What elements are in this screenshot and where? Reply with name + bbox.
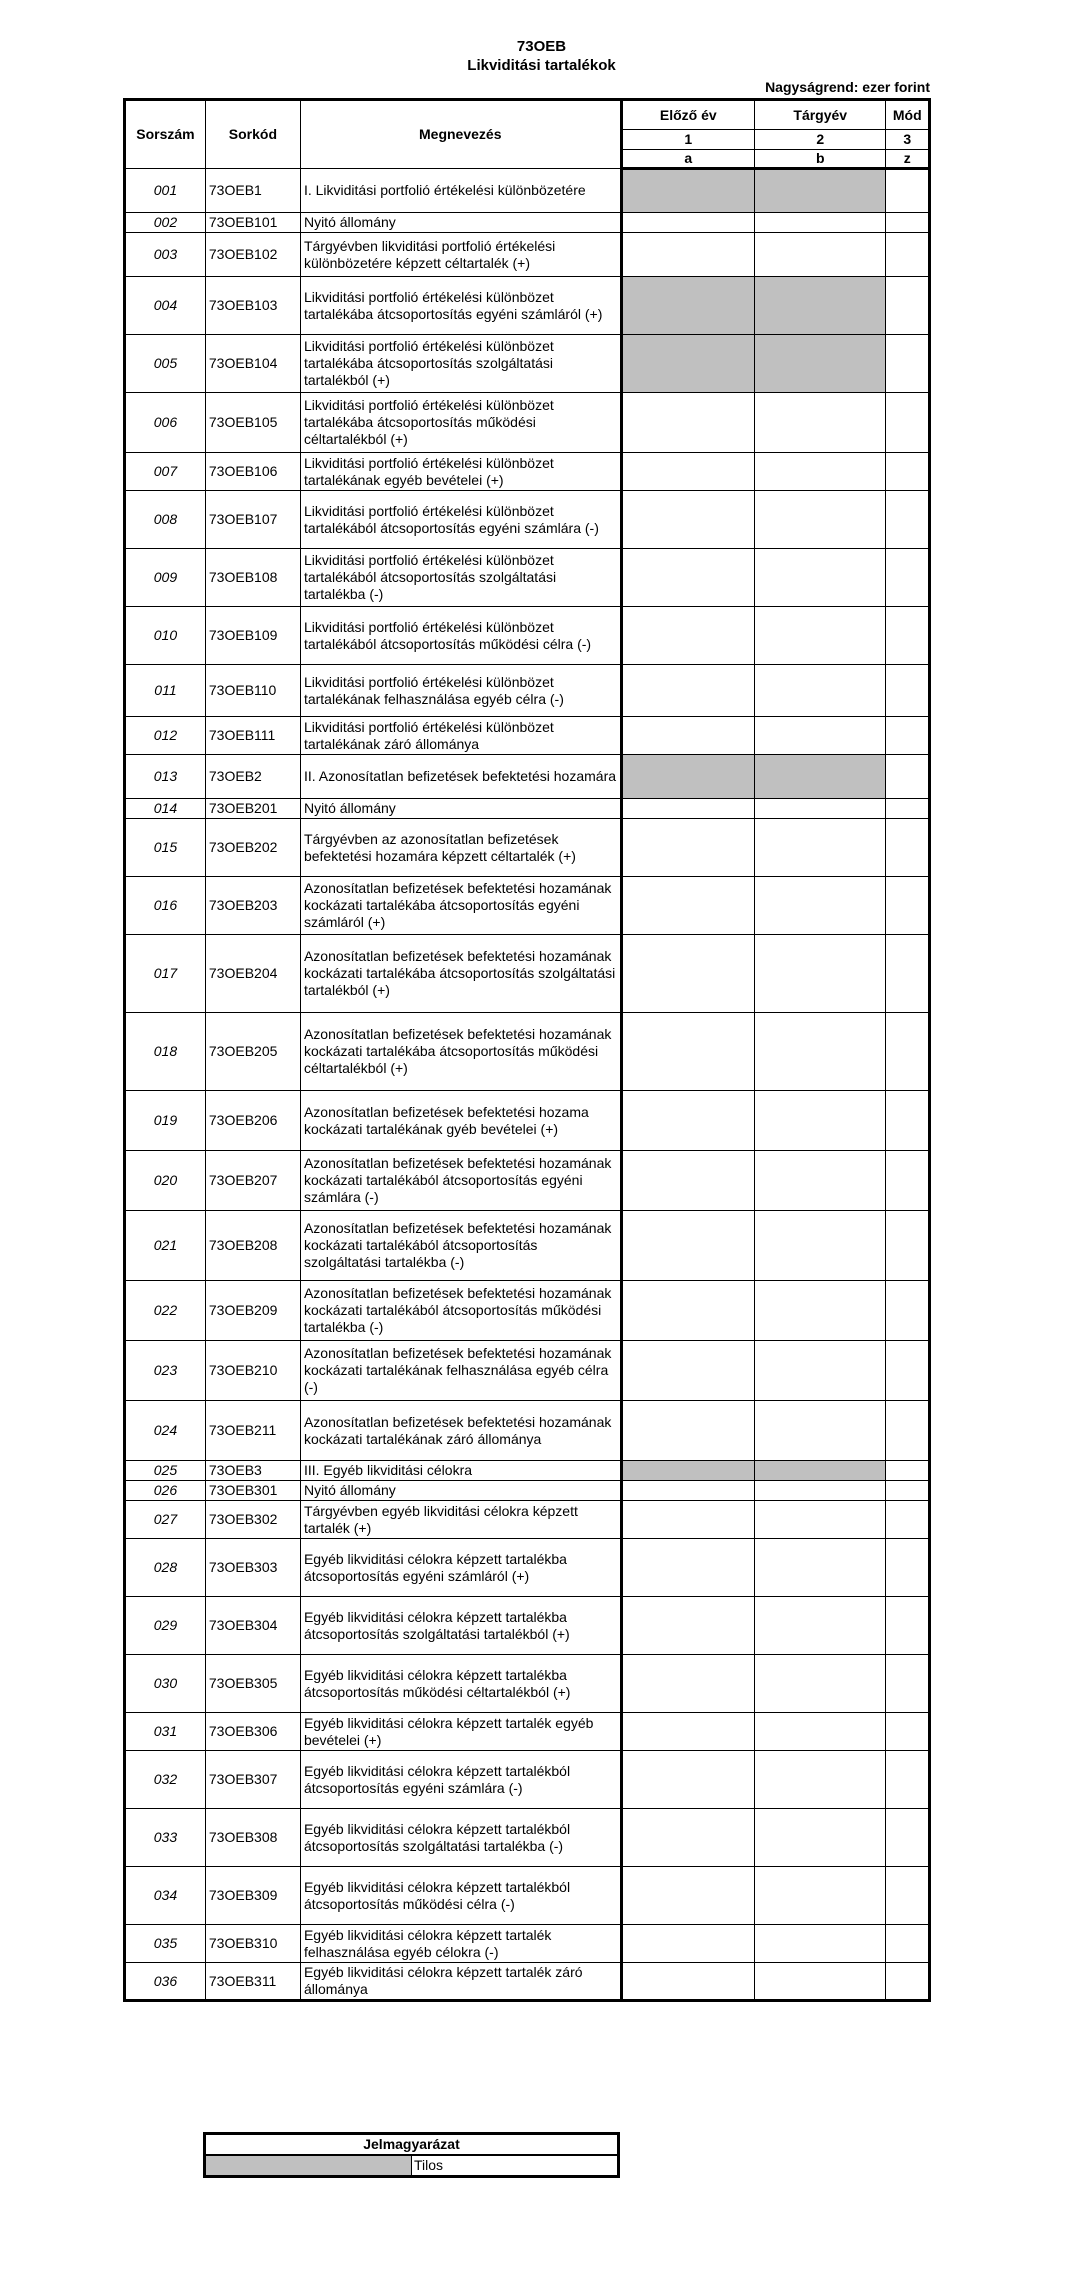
row-sorszam: 016: [125, 877, 206, 935]
row-sorszam: 019: [125, 1091, 206, 1151]
value-cell-targyev[interactable]: [755, 1481, 886, 1501]
value-cell-elozo-ev[interactable]: [621, 1013, 754, 1091]
row-sorszam: 002: [125, 213, 206, 233]
value-cell-mod: [886, 1925, 930, 1963]
table-row: [125, 453, 930, 491]
value-cell-targyev[interactable]: [755, 799, 886, 819]
table-row: [125, 665, 930, 717]
value-cell-elozo-ev[interactable]: [621, 717, 754, 755]
row-sorszam: 006: [125, 393, 206, 453]
value-cell-elozo-ev[interactable]: [621, 1091, 754, 1151]
value-cell-mod: [886, 1281, 930, 1341]
table-row: [125, 1713, 930, 1751]
value-cell-mod: [886, 819, 930, 877]
value-cell-elozo-ev[interactable]: [621, 233, 754, 277]
row-megnevezes: Tárgyévben likviditási portfolió értékelési különbözetére képzett céltartalék (+): [300, 233, 621, 277]
value-cell-mod: [886, 1751, 930, 1809]
header-sorkod: Sorkód: [205, 100, 300, 169]
header-sorszam: Sorszám: [125, 100, 206, 169]
table-row: [125, 819, 930, 877]
value-cell-elozo-ev[interactable]: [621, 1211, 754, 1281]
table-row: [125, 1211, 930, 1281]
value-cell-mod: [886, 755, 930, 799]
row-sorkod: 73OEB105: [205, 393, 300, 453]
row-megnevezes: Likviditási portfolió értékelési különbözet tartalékából átcsoportosítás működési célra (-): [300, 607, 621, 665]
table-row: [125, 607, 930, 665]
row-sorkod: 73OEB209: [205, 1281, 300, 1341]
value-cell-mod: [886, 393, 930, 453]
value-cell-mod: [886, 1655, 930, 1713]
row-megnevezes: Egyéb likviditási célokra képzett tartalékból átcsoportosítás szolgáltatási tartalékba (-): [300, 1809, 621, 1867]
row-megnevezes: Azonosítatlan befizetések befektetési hozamának kockázati tartalékába átcsoportosítás egyéni számláról (+): [300, 877, 621, 935]
value-cell-targyev[interactable]: [755, 1963, 886, 2001]
value-cell-mod: [886, 1597, 930, 1655]
row-sorkod: 73OEB106: [205, 453, 300, 491]
value-cell-targyev[interactable]: [755, 1655, 886, 1713]
value-cell-elozo-ev[interactable]: [621, 213, 754, 233]
report-code: 73OEB: [516, 38, 567, 55]
table-row: [125, 1341, 930, 1401]
row-sorszam: 008: [125, 491, 206, 549]
row-sorszam: 004: [125, 277, 206, 335]
row-sorszam: 034: [125, 1867, 206, 1925]
row-megnevezes: III. Egyéb likviditási célokra: [300, 1461, 621, 1481]
value-cell-targyev[interactable]: [755, 1867, 886, 1925]
value-cell-targyev[interactable]: [755, 1597, 886, 1655]
value-cell-elozo-ev[interactable]: [621, 1481, 754, 1501]
legend-tilos-label: Tilos: [412, 2155, 619, 2177]
row-megnevezes: Nyitó állomány: [300, 213, 621, 233]
row-megnevezes: Likviditási portfolió értékelési különbözet tartalékának záró állománya: [300, 717, 621, 755]
value-cell-mod: [886, 799, 930, 819]
row-megnevezes: Azonosítatlan befizetések befektetési hozamának kockázati tartalékából átcsoportosítás egyéni számlára (-): [300, 1151, 621, 1211]
row-sorszam: 013: [125, 755, 206, 799]
value-cell-elozo-ev[interactable]: [621, 491, 754, 549]
value-cell-mod: [886, 169, 930, 213]
value-cell-mod: [886, 1151, 930, 1211]
value-cell-elozo-ev[interactable]: [621, 1809, 754, 1867]
row-megnevezes: Egyéb likviditási célokra képzett tartalékból átcsoportosítás működési célra (-): [300, 1867, 621, 1925]
row-sorszam: 012: [125, 717, 206, 755]
row-sorkod: 73OEB103: [205, 277, 300, 335]
row-sorkod: 73OEB109: [205, 607, 300, 665]
row-sorszam: 023: [125, 1341, 206, 1401]
table-row: [125, 1867, 930, 1925]
row-megnevezes: Azonosítatlan befizetések befektetési hozamának kockázati tartalékának záró állománya: [300, 1401, 621, 1461]
row-sorszam: 036: [125, 1963, 206, 2001]
table-row: [125, 1597, 930, 1655]
value-cell-targyev[interactable]: [755, 1925, 886, 1963]
table-row: [125, 1751, 930, 1809]
table-row: [125, 1461, 930, 1481]
value-cell-mod: [886, 453, 930, 491]
row-megnevezes: Tárgyévben egyéb likviditási célokra képzett tartalék (+): [300, 1501, 621, 1539]
value-cell-elozo-ev[interactable]: [621, 799, 754, 819]
value-cell-mod: [886, 1713, 930, 1751]
value-cell-targyev: [755, 277, 886, 335]
row-sorszam: 003: [125, 233, 206, 277]
row-sorszam: 024: [125, 1401, 206, 1461]
value-cell-elozo-ev[interactable]: [621, 665, 754, 717]
row-megnevezes: Egyéb likviditási célokra képzett tartalék egyéb bevételei (+): [300, 1713, 621, 1751]
value-cell-elozo-ev[interactable]: [621, 607, 754, 665]
row-sorszam: 001: [125, 169, 206, 213]
value-cell-targyev[interactable]: [755, 1211, 886, 1281]
value-cell-mod: [886, 1809, 930, 1867]
table-row: [125, 335, 930, 393]
row-megnevezes: II. Azonosítatlan befizetések befektetési hozamára: [300, 755, 621, 799]
row-megnevezes: Nyitó állomány: [300, 799, 621, 819]
row-sorkod: 73OEB101: [205, 213, 300, 233]
value-cell-elozo-ev[interactable]: [621, 549, 754, 607]
table-row: [125, 1963, 930, 2001]
row-megnevezes: Egyéb likviditási célokra képzett tartalékba átcsoportosítás szolgáltatási tartalékból (+): [300, 1597, 621, 1655]
row-megnevezes: Egyéb likviditási célokra képzett tartalék záró állománya: [300, 1963, 621, 2001]
row-megnevezes: Azonosítatlan befizetések befektetési hozama kockázati tartalékának gyéb bevételei (+): [300, 1091, 621, 1151]
value-cell-mod: [886, 549, 930, 607]
value-cell-mod: [886, 607, 930, 665]
row-megnevezes: Likviditási portfolió értékelési különbözet tartalékába átcsoportosítás működési céltartalékból (+): [300, 393, 621, 453]
value-cell-elozo-ev[interactable]: [621, 1925, 754, 1963]
row-sorszam: 025: [125, 1461, 206, 1481]
header-elozo-ev: Előző év: [621, 100, 754, 130]
row-megnevezes: Azonosítatlan befizetések befektetési hozamának kockázati tartalékából átcsoportosítás működési tartalékba (-): [300, 1281, 621, 1341]
value-cell-elozo-ev[interactable]: [621, 1597, 754, 1655]
table-row: [125, 1925, 930, 1963]
value-cell-elozo-ev: [621, 755, 754, 799]
value-cell-mod: [886, 877, 930, 935]
row-sorkod: 73OEB309: [205, 1867, 300, 1925]
value-cell-mod: [886, 1013, 930, 1091]
header-col-z: z: [886, 150, 930, 169]
table-row: [125, 799, 930, 819]
row-sorkod: 73OEB107: [205, 491, 300, 549]
value-cell-elozo-ev[interactable]: [621, 877, 754, 935]
row-sorkod: 73OEB305: [205, 1655, 300, 1713]
table-row: [125, 1501, 930, 1539]
row-megnevezes: Likviditási portfolió értékelési különbözet tartalékának egyéb bevételei (+): [300, 453, 621, 491]
table-row: [125, 169, 930, 213]
value-cell-elozo-ev[interactable]: [621, 1281, 754, 1341]
header-col-a: a: [621, 150, 754, 169]
value-cell-targyev[interactable]: [755, 213, 886, 233]
table-row: [125, 877, 930, 935]
row-megnevezes: Azonosítatlan befizetések befektetési hozamának kockázati tartalékába átcsoportosítás szolgáltatási tartalékból (+): [300, 935, 621, 1013]
header-targyev: Tárgyév: [755, 100, 886, 130]
row-sorkod: 73OEB207: [205, 1151, 300, 1211]
value-cell-targyev[interactable]: [755, 453, 886, 491]
value-cell-targyev[interactable]: [755, 665, 886, 717]
row-megnevezes: Likviditási portfolió értékelési különbözet tartalékából átcsoportosítás egyéni számlára (-): [300, 491, 621, 549]
row-sorkod: 73OEB2: [205, 755, 300, 799]
value-cell-elozo-ev: [621, 169, 754, 213]
value-cell-mod: [886, 335, 930, 393]
header-col-1: 1: [621, 130, 754, 150]
row-megnevezes: Tárgyévben az azonosítatlan befizetések befektetési hozamára képzett céltartalék (+): [300, 819, 621, 877]
row-sorszam: 018: [125, 1013, 206, 1091]
row-sorkod: 73OEB303: [205, 1539, 300, 1597]
row-sorkod: 73OEB306: [205, 1713, 300, 1751]
value-cell-targyev[interactable]: [755, 549, 886, 607]
value-cell-targyev[interactable]: [755, 1501, 886, 1539]
value-cell-mod: [886, 213, 930, 233]
row-sorszam: 021: [125, 1211, 206, 1281]
table-row: [125, 755, 930, 799]
table-row: [125, 491, 930, 549]
value-cell-targyev[interactable]: [755, 607, 886, 665]
row-sorkod: 73OEB308: [205, 1809, 300, 1867]
table-row: [125, 1091, 930, 1151]
value-cell-targyev[interactable]: [755, 1091, 886, 1151]
value-cell-targyev[interactable]: [755, 819, 886, 877]
value-cell-mod: [886, 1461, 930, 1481]
row-sorszam: 027: [125, 1501, 206, 1539]
row-sorkod: 73OEB302: [205, 1501, 300, 1539]
row-sorkod: 73OEB301: [205, 1481, 300, 1501]
table-row: [125, 1655, 930, 1713]
row-sorszam: 032: [125, 1751, 206, 1809]
table-row: [125, 277, 930, 335]
row-sorszam: 030: [125, 1655, 206, 1713]
value-cell-elozo-ev[interactable]: [621, 1713, 754, 1751]
value-cell-targyev: [755, 1461, 886, 1481]
row-sorszam: 033: [125, 1809, 206, 1867]
row-sorkod: 73OEB202: [205, 819, 300, 877]
value-cell-elozo-ev: [621, 1461, 754, 1481]
value-cell-targyev[interactable]: [755, 717, 886, 755]
header-megnevezes: Megnevezés: [300, 100, 621, 169]
header-col-3: 3: [886, 130, 930, 150]
row-sorszam: 009: [125, 549, 206, 607]
value-cell-elozo-ev[interactable]: [621, 1341, 754, 1401]
row-sorszam: 007: [125, 453, 206, 491]
row-megnevezes: I. Likviditási portfolió értékelési különbözetére: [300, 169, 621, 213]
row-sorszam: 005: [125, 335, 206, 393]
value-cell-mod: [886, 1539, 930, 1597]
value-cell-targyev[interactable]: [755, 393, 886, 453]
row-sorszam: 035: [125, 1925, 206, 1963]
value-cell-targyev[interactable]: [755, 1151, 886, 1211]
table-row: [125, 717, 930, 755]
legend-title: Jelmagyarázat: [205, 2134, 619, 2156]
row-sorkod: 73OEB201: [205, 799, 300, 819]
row-megnevezes: Nyitó állomány: [300, 1481, 621, 1501]
table-row: [125, 1539, 930, 1597]
value-cell-targyev[interactable]: [755, 1341, 886, 1401]
value-cell-targyev[interactable]: [755, 1401, 886, 1461]
value-cell-targyev[interactable]: [755, 1539, 886, 1597]
row-sorkod: 73OEB208: [205, 1211, 300, 1281]
value-cell-mod: [886, 1341, 930, 1401]
row-sorszam: 017: [125, 935, 206, 1013]
value-cell-targyev: [755, 169, 886, 213]
row-sorkod: 73OEB206: [205, 1091, 300, 1151]
row-sorszam: 014: [125, 799, 206, 819]
value-cell-targyev[interactable]: [755, 1751, 886, 1809]
value-cell-mod: [886, 1401, 930, 1461]
row-megnevezes: Egyéb likviditási célokra képzett tartalék felhasználása egyéb célokra (-): [300, 1925, 621, 1963]
row-sorkod: 73OEB311: [205, 1963, 300, 2001]
row-sorkod: 73OEB110: [205, 665, 300, 717]
row-sorszam: 010: [125, 607, 206, 665]
row-sorszam: 011: [125, 665, 206, 717]
value-cell-mod: [886, 1867, 930, 1925]
row-sorszam: 026: [125, 1481, 206, 1501]
table-row: [125, 1151, 930, 1211]
header-col-b: b: [755, 150, 886, 169]
row-sorkod: 73OEB210: [205, 1341, 300, 1401]
value-cell-elozo-ev[interactable]: [621, 1867, 754, 1925]
row-sorkod: 73OEB203: [205, 877, 300, 935]
value-cell-targyev: [755, 335, 886, 393]
table-row: [125, 1809, 930, 1867]
header-mod: Mód: [886, 100, 930, 130]
row-sorszam: 020: [125, 1151, 206, 1211]
value-cell-elozo-ev[interactable]: [621, 1151, 754, 1211]
value-cell-targyev[interactable]: [755, 1013, 886, 1091]
value-cell-mod: [886, 1501, 930, 1539]
table-row: [125, 1013, 930, 1091]
row-sorkod: 73OEB204: [205, 935, 300, 1013]
legend-table: [203, 2132, 620, 2178]
row-megnevezes: Likviditási portfolió értékelési különbözet tartalékából átcsoportosítás szolgáltatási tartalékba (-): [300, 549, 621, 607]
value-cell-elozo-ev[interactable]: [621, 1501, 754, 1539]
value-cell-mod: [886, 1963, 930, 2001]
value-cell-mod: [886, 1211, 930, 1281]
value-cell-elozo-ev[interactable]: [621, 935, 754, 1013]
value-cell-elozo-ev[interactable]: [621, 1655, 754, 1713]
value-cell-targyev[interactable]: [755, 877, 886, 935]
row-sorszam: 028: [125, 1539, 206, 1597]
value-cell-elozo-ev[interactable]: [621, 393, 754, 453]
row-sorkod: 73OEB104: [205, 335, 300, 393]
row-sorkod: 73OEB108: [205, 549, 300, 607]
row-megnevezes: Likviditási portfolió értékelési különbözet tartalékába átcsoportosítás egyéni számláról (+): [300, 277, 621, 335]
table-row: [125, 1481, 930, 1501]
value-cell-elozo-ev[interactable]: [621, 1751, 754, 1809]
row-megnevezes: Azonosítatlan befizetések befektetési hozamának kockázati tartalékába átcsoportosítás működési céltartalékból (+): [300, 1013, 621, 1091]
table-row: [125, 393, 930, 453]
value-cell-elozo-ev[interactable]: [621, 1539, 754, 1597]
row-megnevezes: Egyéb likviditási célokra képzett tartalékból átcsoportosítás egyéni számlára (-): [300, 1751, 621, 1809]
value-cell-elozo-ev: [621, 277, 754, 335]
value-cell-mod: [886, 491, 930, 549]
row-megnevezes: Azonosítatlan befizetések befektetési hozamának kockázati tartalékából átcsoportosítás szolgáltatási tartalékba (-): [300, 1211, 621, 1281]
row-sorkod: 73OEB102: [205, 233, 300, 277]
row-sorkod: 73OEB307: [205, 1751, 300, 1809]
row-sorszam: 031: [125, 1713, 206, 1751]
legend-grey-swatch: [205, 2155, 412, 2177]
value-cell-targyev[interactable]: [755, 1281, 886, 1341]
value-cell-mod: [886, 1481, 930, 1501]
row-sorszam: 022: [125, 1281, 206, 1341]
value-cell-targyev[interactable]: [755, 1809, 886, 1867]
row-sorkod: 73OEB1: [205, 169, 300, 213]
value-cell-targyev[interactable]: [755, 491, 886, 549]
row-sorszam: 029: [125, 1597, 206, 1655]
report-title: Likviditási tartalékok: [467, 57, 616, 74]
row-sorkod: 73OEB310: [205, 1925, 300, 1963]
value-cell-mod: [886, 1091, 930, 1151]
row-megnevezes: Egyéb likviditási célokra képzett tartalékba átcsoportosítás működési céltartalékból (+): [300, 1655, 621, 1713]
row-sorkod: 73OEB205: [205, 1013, 300, 1091]
table-row: [125, 935, 930, 1013]
value-cell-targyev: [755, 755, 886, 799]
table-row: [125, 233, 930, 277]
table-row: [125, 1281, 930, 1341]
value-cell-mod: [886, 717, 930, 755]
row-megnevezes: Likviditási portfolió értékelési különbözet tartalékának felhasználása egyéb célra (-): [300, 665, 621, 717]
value-cell-elozo-ev[interactable]: [621, 1963, 754, 2001]
value-cell-mod: [886, 665, 930, 717]
row-sorkod: 73OEB211: [205, 1401, 300, 1461]
value-cell-targyev[interactable]: [755, 935, 886, 1013]
value-cell-elozo-ev: [621, 335, 754, 393]
value-cell-elozo-ev[interactable]: [621, 453, 754, 491]
value-cell-targyev[interactable]: [755, 1713, 886, 1751]
value-cell-elozo-ev[interactable]: [621, 819, 754, 877]
header-col-2: 2: [755, 130, 886, 150]
value-cell-elozo-ev[interactable]: [621, 1401, 754, 1461]
table-row: [125, 213, 930, 233]
value-cell-mod: [886, 233, 930, 277]
row-sorkod: 73OEB304: [205, 1597, 300, 1655]
liquidity-reserves-table: [123, 98, 931, 2002]
row-sorszam: 015: [125, 819, 206, 877]
table-row: [125, 1401, 930, 1461]
table-row: [125, 549, 930, 607]
value-cell-targyev[interactable]: [755, 233, 886, 277]
row-megnevezes: Likviditási portfolió értékelési különbözet tartalékába átcsoportosítás szolgáltatási tartalékból (+): [300, 335, 621, 393]
row-sorkod: 73OEB3: [205, 1461, 300, 1481]
row-megnevezes: Egyéb likviditási célokra képzett tartalékba átcsoportosítás egyéni számláról (+): [300, 1539, 621, 1597]
row-megnevezes: Azonosítatlan befizetések befektetési hozamának kockázati tartalékának felhasználása egyéb célra (-): [300, 1341, 621, 1401]
value-cell-mod: [886, 277, 930, 335]
value-cell-mod: [886, 935, 930, 1013]
row-sorkod: 73OEB111: [205, 717, 300, 755]
unit-note: Nagyságrend: ezer forint: [765, 79, 930, 95]
